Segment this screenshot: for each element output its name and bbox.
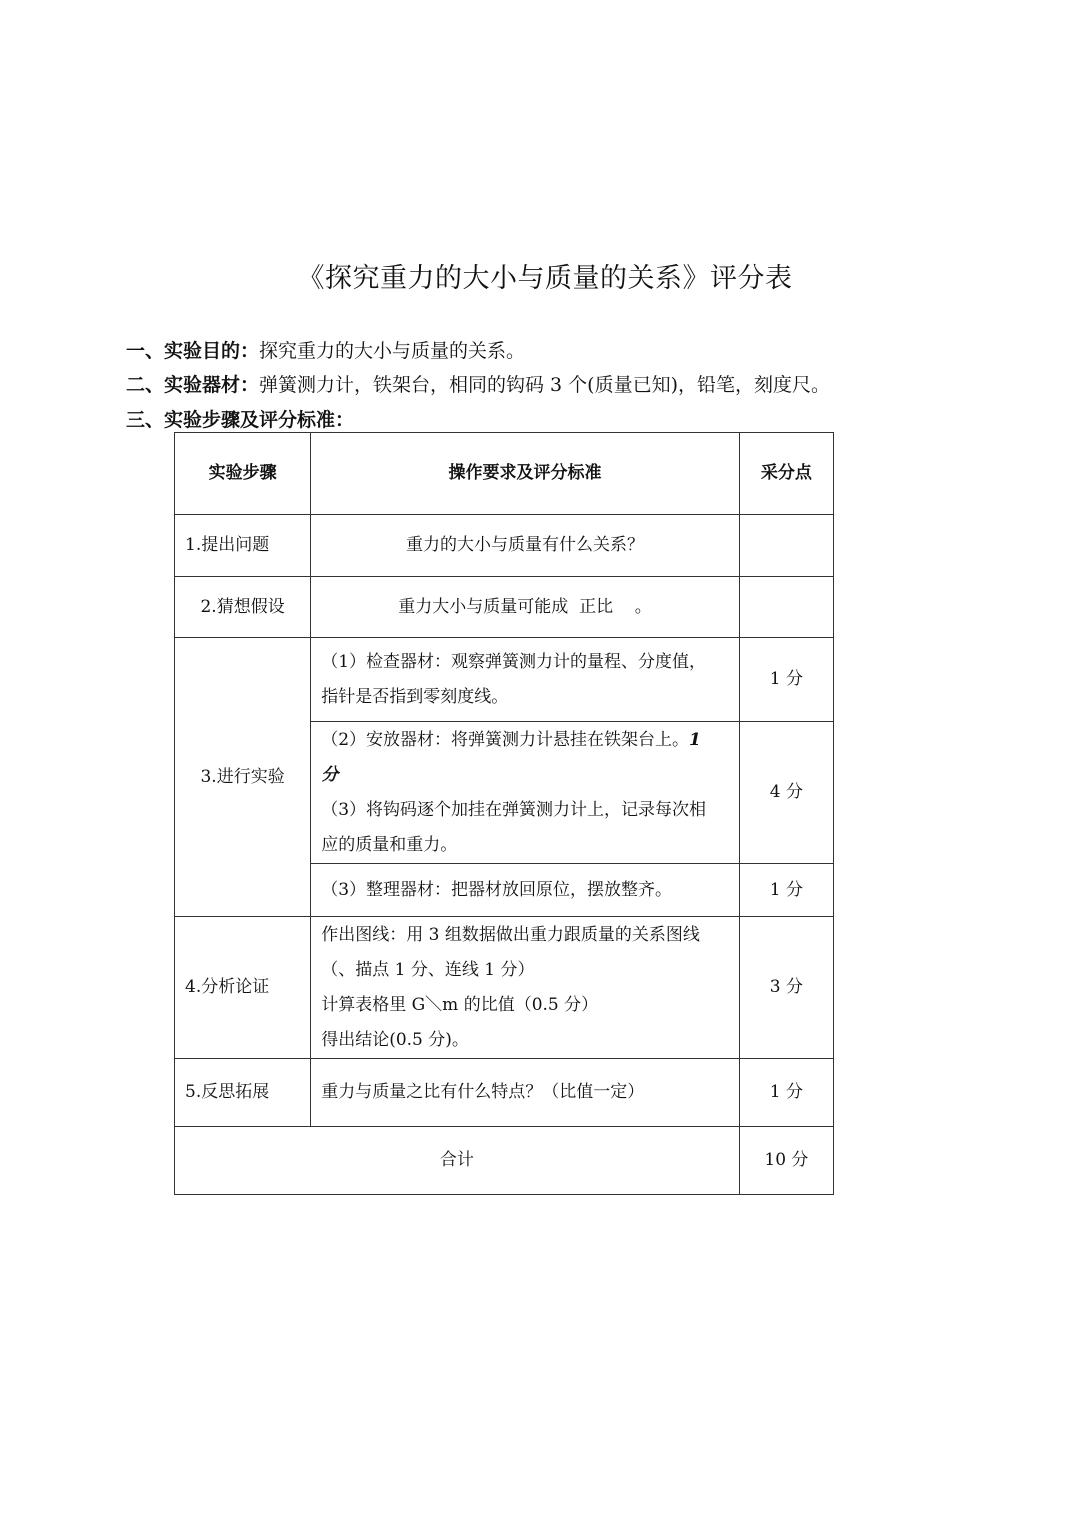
score-cell: 1 分 bbox=[739, 638, 833, 722]
score-note: 1 bbox=[689, 729, 701, 750]
requirement-line: （3）将钩码逐个加挂在弹簧测力计上，记录每次相 bbox=[321, 799, 707, 820]
requirement-line: 计算表格里 G＼m 的比值（0.5 分） bbox=[321, 994, 599, 1015]
total-label: 合计 bbox=[175, 1127, 740, 1195]
requirement-line: 应的质量和重力。 bbox=[321, 834, 458, 855]
step-cell: 2.猜想假设 bbox=[175, 577, 311, 638]
section-materials-text: 弹簧测力计，铁架台，相同的钩码 3 个(质量已知)，铅笔，刻度尺。 bbox=[259, 374, 831, 396]
table-row bbox=[175, 638, 834, 722]
requirement-cell: （3）整理器材：把器材放回原位，摆放整齐。 bbox=[311, 864, 740, 917]
table-row bbox=[175, 515, 834, 577]
requirement-line: （、描点 1 分、连线 1 分） bbox=[321, 959, 535, 980]
section-materials-label: 二、实验器材： bbox=[126, 374, 260, 396]
total-score: 10 分 bbox=[739, 1127, 833, 1195]
table-row bbox=[175, 577, 834, 638]
section-steps bbox=[126, 405, 354, 432]
section-purpose-text: 探究重力的大小与质量的关系。 bbox=[259, 340, 526, 362]
requirement-cell: 重力的大小与质量有什么关系？ bbox=[311, 515, 740, 577]
score-note: 分 bbox=[321, 764, 339, 785]
requirement-cell: 重力大小与质量可能成 正比 。 bbox=[311, 577, 740, 638]
section-steps-label: 三、实验步骤及评分标准： bbox=[126, 409, 355, 431]
step-cell: 3.进行实验 bbox=[175, 638, 311, 917]
score-cell bbox=[739, 515, 833, 577]
requirement-line: （1）检查器材：观察弹簧测力计的量程、分度值， bbox=[321, 651, 707, 672]
score-cell: 1 分 bbox=[739, 864, 833, 917]
score-cell bbox=[739, 577, 833, 638]
table-total-row bbox=[175, 1127, 834, 1195]
section-purpose bbox=[126, 336, 525, 363]
step-cell: 5.反思拓展 bbox=[175, 1059, 311, 1127]
score-cell: 4 分 bbox=[739, 722, 833, 864]
table-header-row bbox=[175, 433, 834, 515]
table-row bbox=[175, 1059, 834, 1127]
header-requirement: 操作要求及评分标准 bbox=[311, 433, 740, 515]
requirement-line: 得出结论(0.5 分)。 bbox=[321, 1029, 469, 1050]
score-cell: 3 分 bbox=[739, 917, 833, 1059]
table-row bbox=[175, 917, 834, 1059]
score-cell: 1 分 bbox=[739, 1059, 833, 1127]
section-materials bbox=[126, 370, 830, 397]
requirement-cell bbox=[311, 722, 740, 864]
header-score: 采分点 bbox=[739, 433, 833, 515]
header-step: 实验步骤 bbox=[175, 433, 311, 515]
step-cell: 4.分析论证 bbox=[175, 917, 311, 1059]
section-purpose-label: 一、实验目的： bbox=[126, 340, 260, 362]
step-cell: 1.提出问题 bbox=[175, 515, 311, 577]
page-title: 《探究重力的大小与质量的关系》评分表 bbox=[297, 263, 793, 294]
requirement-text: （2）安放器材：将弹簧测力计悬挂在铁架台上。 bbox=[321, 729, 690, 750]
requirement-cell bbox=[311, 638, 740, 722]
requirement-line bbox=[321, 723, 731, 758]
scoring-table bbox=[174, 432, 834, 1195]
requirement-cell: 重力与质量之比有什么特点？（比值一定） bbox=[311, 1059, 740, 1127]
requirement-line: 作出图线：用 3 组数据做出重力跟质量的关系图线 bbox=[321, 924, 700, 945]
requirement-cell bbox=[311, 917, 740, 1059]
requirement-line: 指针是否指到零刻度线。 bbox=[321, 686, 509, 707]
